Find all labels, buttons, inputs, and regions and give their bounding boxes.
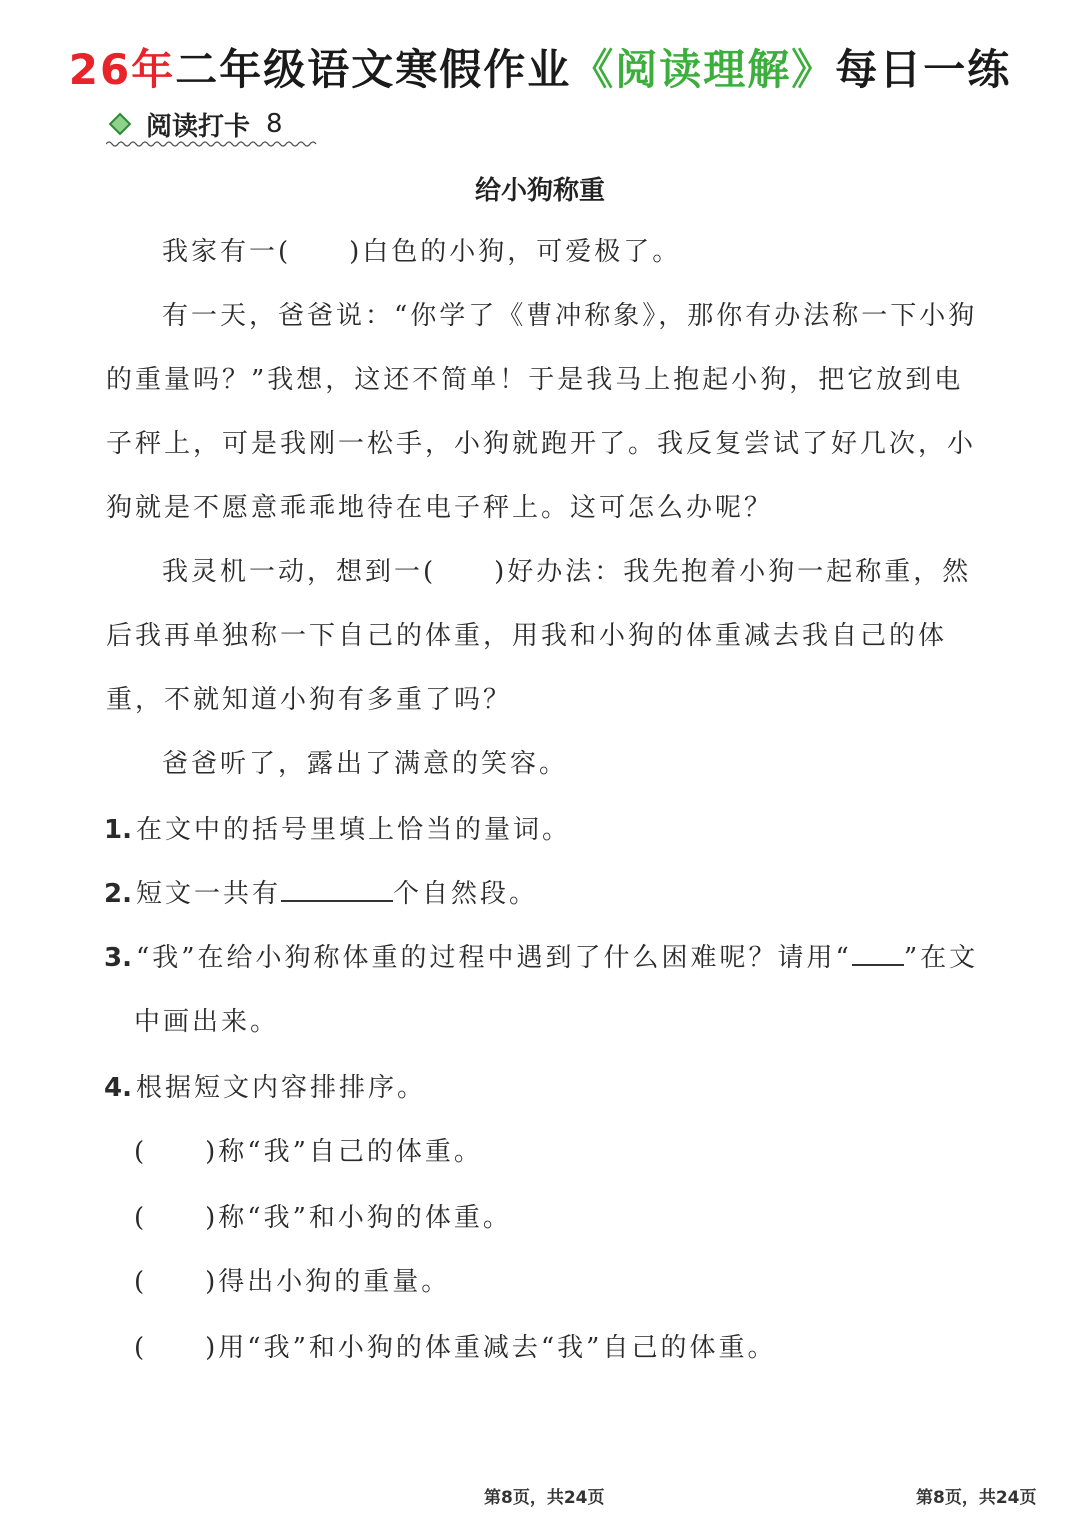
order-option-4: ( )用“我”和小狗的体重减去“我”自己的体重。 — [134, 1333, 777, 1363]
paragraph-1: 我家有一( )白色的小狗，可爱极了。 — [162, 237, 682, 267]
paragraph-3: 我灵机一动，想到一( )好办法：我先抱着小狗一起称重，然后我再单独称一下自己的体重，用我和小狗的体重减去我自己的体重，不就知道小狗有多重了吗？ — [106, 557, 972, 715]
worksheet-header — [0, 44, 1080, 96]
order-option-2: ( )称“我”和小狗的体重。 — [134, 1203, 512, 1233]
question-number: 2. — [104, 879, 132, 909]
page-number-left: 第8页，共24页 — [484, 1488, 605, 1508]
paragraph-4: 爸爸听了，露出了满意的笑容。 — [162, 749, 569, 779]
order-option-1: ( )称“我”自己的体重。 — [134, 1137, 483, 1167]
header-daily: 每日一练 — [835, 45, 1012, 94]
header-topic: 《阅读理解》 — [571, 45, 836, 94]
question-text: 根据短文内容排排序。 — [135, 1073, 426, 1103]
answer-blank[interactable] — [281, 874, 393, 902]
question-text-after: ”在文中画出来。 — [134, 943, 979, 1037]
article-title: 给小狗称重 — [474, 176, 605, 206]
page-number-right: 第8页，共24页 — [916, 1488, 1037, 1508]
section-badge — [106, 104, 283, 144]
question-text-after: 个自然段。 — [392, 879, 538, 909]
question-1 — [104, 798, 984, 862]
question-2 — [104, 862, 984, 926]
question-text-before: “我”在给小狗称体重的过程中遇到了什么困难呢？请用“ — [135, 943, 852, 973]
wavy-underline — [106, 140, 318, 148]
header-subject: 二年级语文寒假作业 — [175, 45, 572, 94]
question-number: 1. — [104, 815, 132, 845]
question-number: 4. — [104, 1073, 132, 1103]
header-year: 26年 — [68, 45, 176, 94]
order-option-3: ( )得出小狗的重量。 — [134, 1267, 451, 1297]
section-label: 阅读打卡 — [146, 111, 251, 142]
question-3 — [104, 926, 1004, 1054]
section-number: 8 — [266, 109, 283, 139]
question-number: 3. — [104, 943, 132, 973]
question-text: 在文中的括号里填上恰当的量词。 — [135, 815, 571, 845]
diamond-icon — [109, 113, 132, 136]
question-text-before: 短文一共有 — [135, 879, 281, 909]
paragraph-2: 有一天，爸爸说：“你学了《曹冲称象》，那你有办法称一下小狗的重量吗？”我想，这还不简单！于是我马上抱起小狗，把它放到电子秤上，可是我刚一松手，小狗就跑开了。我反复尝试了好几次，小狗就是不愿意乖乖地待在电子秤上。这可怎么办呢？ — [106, 301, 978, 523]
question-4 — [104, 1056, 984, 1120]
underline-sample — [852, 944, 904, 966]
